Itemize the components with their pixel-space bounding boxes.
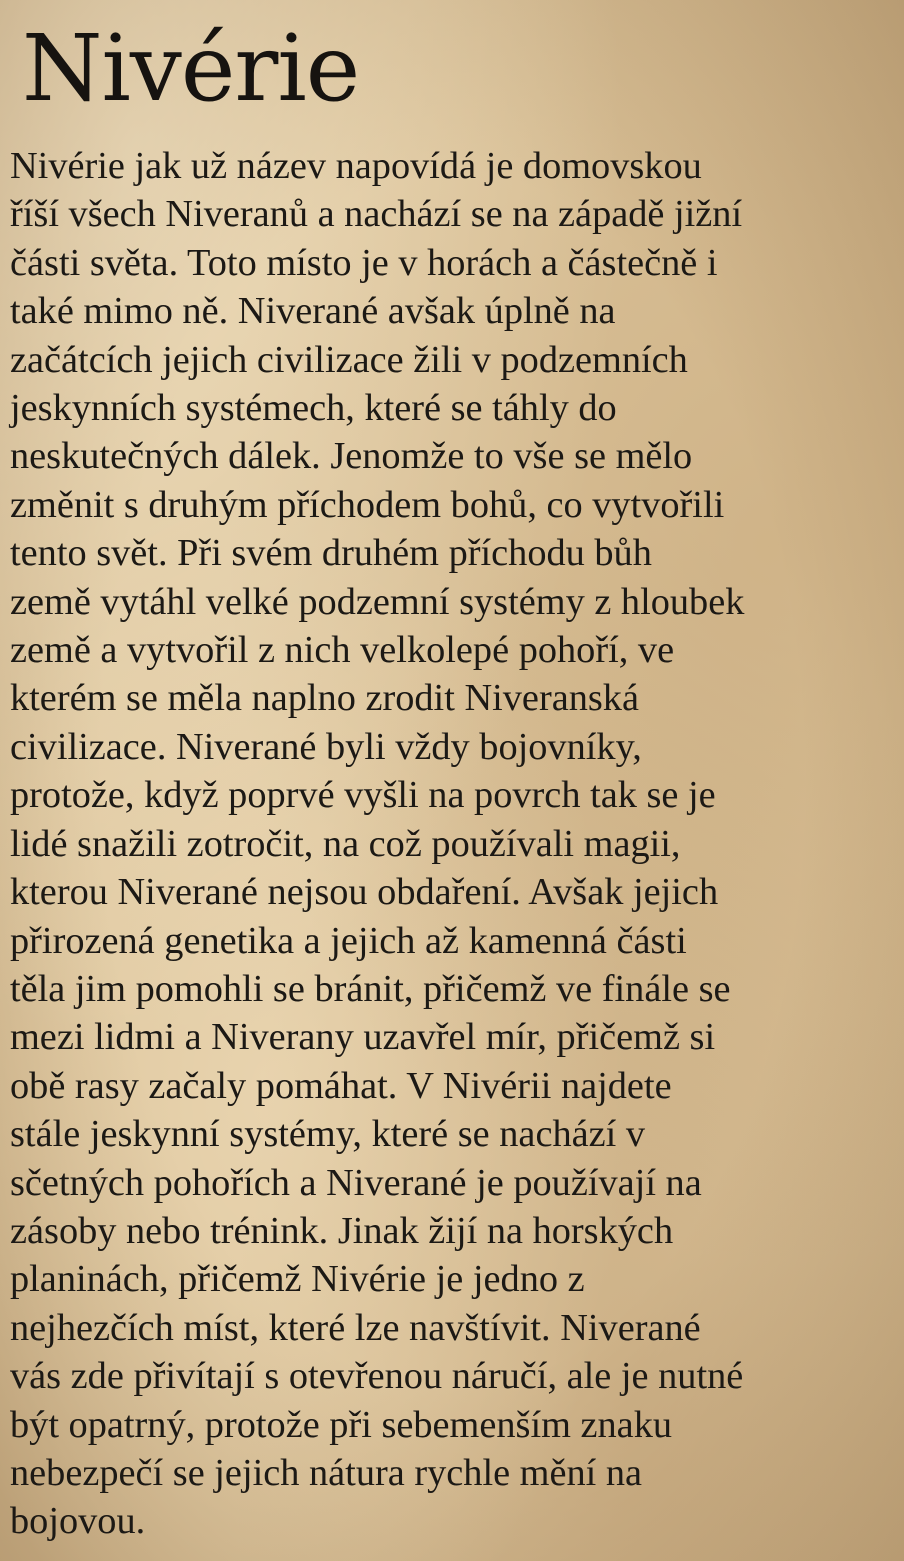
text-line: říší všech Niveranů a nachází se na západě jižní [10, 193, 743, 236]
text-line: obě rasy začaly pomáhat. V Nivérii najdete [10, 1064, 672, 1107]
text-line: kterém se měla naplno zrodit Niveranská [10, 677, 639, 720]
text-line: bojovou. [10, 1500, 146, 1543]
text-line: nejhezčích míst, které lze navštívit. Niverané [10, 1306, 701, 1349]
text-line: části světa. Toto místo je v horách a částečně i [10, 241, 718, 284]
text-line: Nivérie jak už název napovídá je domovskou [10, 145, 702, 187]
text-line: být opatrný, protože při sebemenším znaku [10, 1403, 673, 1446]
text-line: jeskynních systémech, které se táhly do [10, 387, 617, 430]
text-line: protože, když poprvé vyšli na povrch tak se je [10, 774, 716, 817]
text-line: planinách, přičemž Nivérie je jedno z [10, 1258, 585, 1301]
page-title: Nivérie [22, 15, 360, 122]
text-line: země a vytvořil z nich velkolepé pohoří, ve [10, 629, 675, 672]
text-line: nebezpečí se jejich nátura rychle mění na [10, 1451, 643, 1494]
text-line: vás zde přivítají s otevřenou náručí, ale je nutné [10, 1355, 744, 1398]
text-line: neskutečných dálek. Jenomže to vše se mělo [10, 435, 693, 478]
text-line: civilizace. Niverané byli vždy bojovníky, [10, 725, 642, 768]
text-line: přirozená genetika a jejich až kamenná části [10, 919, 687, 962]
body-text [10, 142, 904, 1546]
text-line: zásoby nebo trénink. Jinak žijí na horských [10, 1209, 674, 1252]
text-line: těla jim pomohli se bránit, přičemž ve finále se [10, 967, 731, 1010]
text-line: země vytáhl velké podzemní systémy z hloubek [10, 580, 745, 623]
text-line: změnit s druhým příchodem bohů, co vytvořili [10, 483, 725, 526]
text-line: také mimo ně. Niverané avšak úplně na [10, 290, 616, 333]
text-line: stále jeskynní systémy, které se nachází v [10, 1113, 646, 1156]
text-line: lidé snažili zotročit, na což používali magii, [10, 822, 681, 865]
text-line: kterou Niverané nejsou obdaření. Avšak jejich [10, 871, 719, 914]
text-line: mezi lidmi a Niverany uzavřel mír, přičemž si [10, 1016, 716, 1059]
text-line: tento svět. Při svém druhém příchodu bůh [10, 532, 652, 575]
text-line: začátcích jejich civilizace žili v podzemních [10, 338, 688, 381]
text-line: sčetných pohořích a Niverané je používají na [10, 1161, 702, 1204]
